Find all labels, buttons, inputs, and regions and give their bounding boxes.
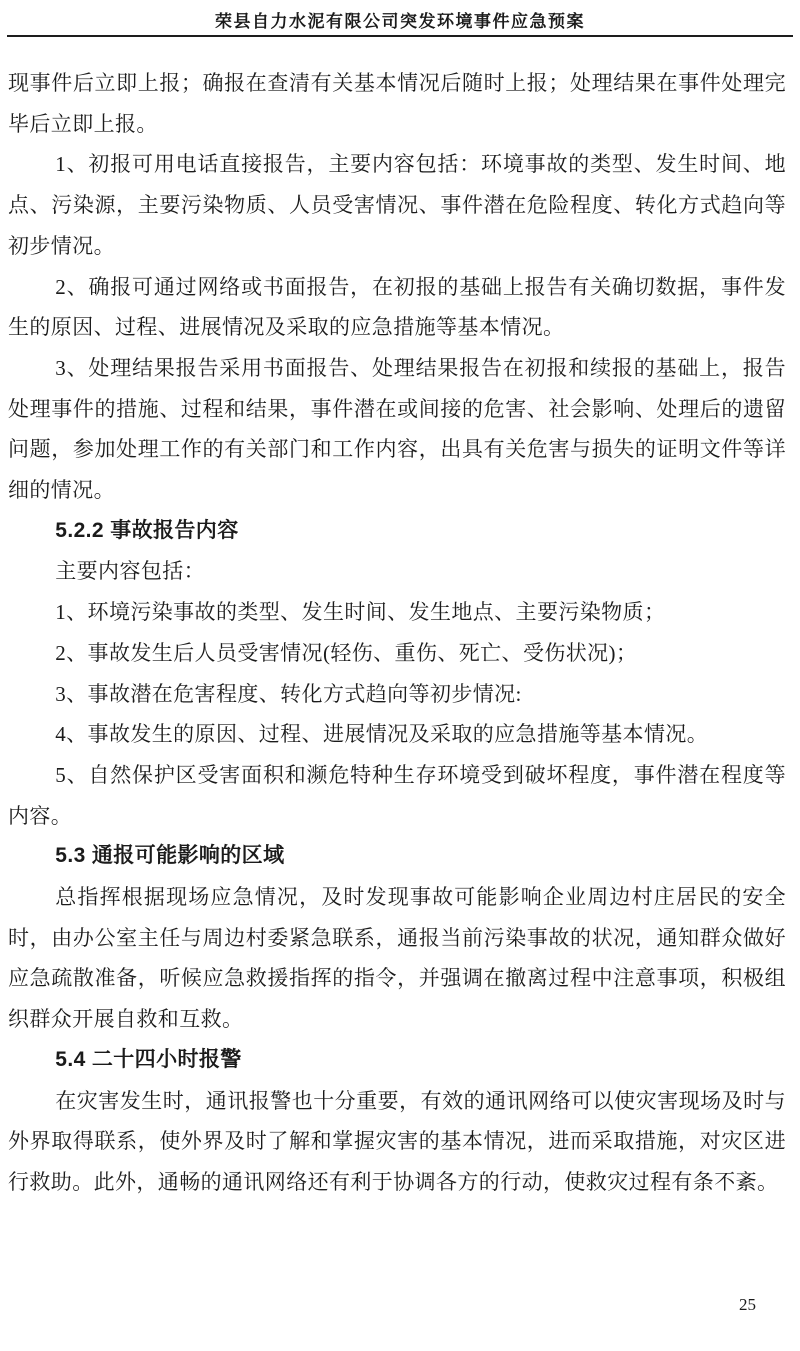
- paragraph: 现事件后立即上报；确报在查清有关基本情况后随时上报；处理结果在事件处理完毕后立即上报。: [8, 71, 786, 136]
- document-header-title: 荣县自力水泥有限公司突发环境事件应急预案: [215, 12, 585, 31]
- section-heading: 5.3 通报可能影响的区域: [55, 844, 285, 868]
- document-body: [0, 37, 800, 1203]
- page-number: 25: [739, 1295, 756, 1314]
- paragraph: 主要内容包括：: [55, 559, 206, 584]
- section-heading: 5.4 二十四小时报警: [55, 1047, 242, 1071]
- paragraph: 3、处理结果报告采用书面报告、处理结果报告在初报和续报的基础上，报告处理事件的措施、过程和结果，事件潜在或间接的危害、社会影响、处理后的遗留问题，参加处理工作的有关部门和工作内容，出具有关危害与损失的证明文件等详细的情况。: [8, 355, 786, 503]
- paragraph: 4、事故发生的原因、过程、进展情况及采取的应急措施等基本情况。: [55, 722, 709, 747]
- paragraph: 在灾害发生时，通讯报警也十分重要，有效的通讯网络可以使灾害现场及时与外界取得联系，使外界及时了解和掌握灾害的基本情况，进而采取措施，对灾区进行救助。此外，通畅的通讯网络还有利于协调各方的行动，使救灾过程有条不紊。: [8, 1088, 786, 1194]
- paragraph: 1、初报可用电话直接报告，主要内容包括：环境事故的类型、发生时间、地点、污染源，主要污染物质、人员受害情况、事件潜在危险程度、转化方式趋向等初步情况。: [8, 152, 786, 258]
- section-heading: 5.2.2 事故报告内容: [55, 518, 239, 542]
- paragraph: 2、确报可通过网络或书面报告，在初报的基础上报告有关确切数据，事件发生的原因、过程、进展情况及采取的应急措施等基本情况。: [8, 274, 786, 340]
- paragraph: 总指挥根据现场应急情况，及时发现事故可能影响企业周边村庄居民的安全时，由办公室主任与周边村委紧急联系，通报当前污染事故的状况，通知群众做好应急疏散准备，听候应急救援指挥的指令，并强调在撤离过程中注意事项，积极组织群众开展自救和互救。: [8, 885, 786, 1032]
- paragraph: 3、事故潜在危害程度、转化方式趋向等初步情况:: [55, 681, 522, 706]
- paragraph: 5、自然保护区受害面积和濒危特种生存环境受到破坏程度，事件潜在程度等内容。: [8, 762, 786, 828]
- paragraph: 2、事故发生后人员受害情况(轻伤、重伤、死亡、受伤状况)；: [55, 640, 638, 665]
- paragraph: 1、环境污染事故的类型、发生时间、发生地点、主要污染物质；: [55, 600, 666, 625]
